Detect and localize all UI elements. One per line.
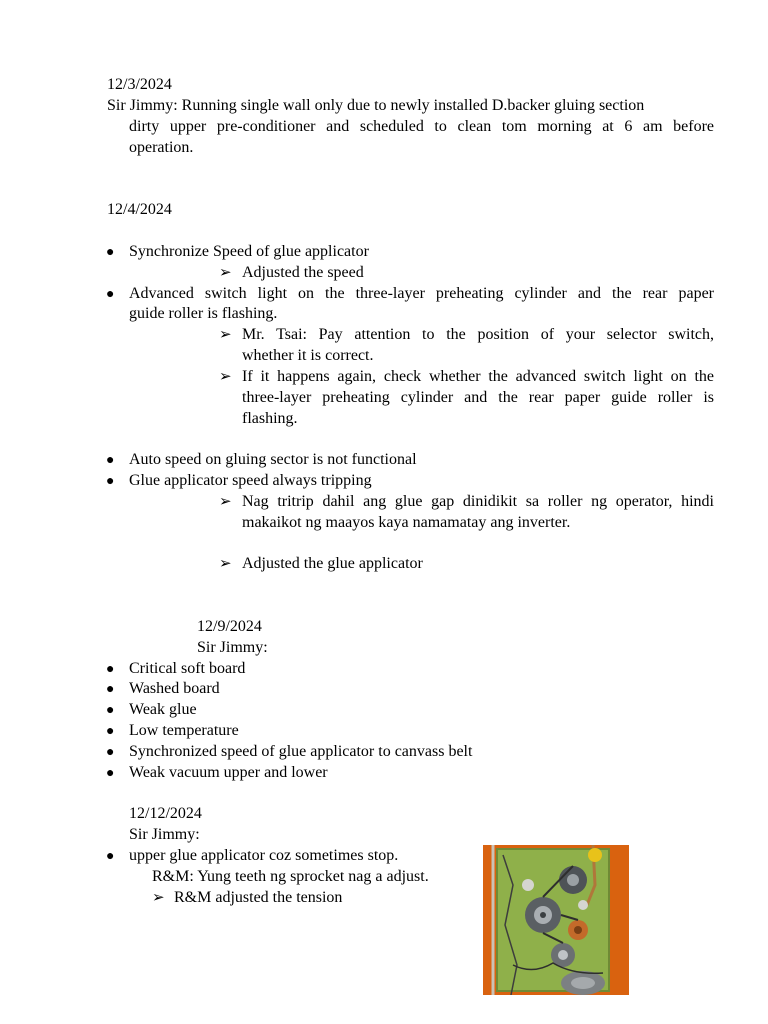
entry-date: 12/12/2024	[129, 805, 202, 822]
sub-list-item: three-layer preheating cylinder and the rear paper guide roller is	[242, 389, 714, 406]
list-item: Glue applicator speed always tripping	[129, 472, 372, 489]
machine-panel-photo	[483, 845, 629, 995]
sub-list-item: whether it is correct.	[242, 347, 374, 364]
entry-date: 12/4/2024	[107, 201, 172, 218]
list-item: Weak glue	[129, 701, 197, 718]
bullet-icon: ●	[106, 682, 115, 697]
list-item: Low temperature	[129, 722, 239, 739]
bullet-icon: ●	[106, 724, 115, 739]
list-item: Critical soft board	[129, 660, 246, 677]
sub-list-item: makaikot ng maayos kaya namamatay ang inverter.	[242, 514, 571, 531]
list-item: Weak vacuum upper and lower	[129, 764, 328, 781]
list-item: Synchronized speed of glue applicator to canvass belt	[129, 743, 473, 760]
bullet-icon: ●	[106, 662, 115, 677]
sub-list-item: Mr. Tsai: Pay attention to the position of your selector switch,	[242, 326, 714, 343]
entry-date: 12/3/2024	[107, 76, 172, 93]
bullet-icon: ●	[106, 453, 115, 468]
entry-note-line: Sir Jimmy: Running single wall only due to newly installed D.backer gluing section	[107, 97, 645, 114]
bullet-icon: ●	[106, 474, 115, 489]
entry-speaker: Sir Jimmy:	[129, 826, 200, 843]
bullet-icon: ●	[106, 287, 115, 302]
list-item: Advanced switch light on the three-layer preheating cylinder and the rear paper	[129, 285, 714, 302]
list-item: guide roller is flashing.	[129, 305, 278, 322]
entry-date: 12/9/2024	[197, 618, 262, 635]
sub-list-item: Adjusted the glue applicator	[242, 555, 423, 572]
machine-panel-photo-icon	[483, 845, 629, 995]
arrow-bullet-icon: ➢	[219, 369, 232, 385]
sub-list-item: If it happens again, check whether the advanced switch light on the	[242, 368, 714, 385]
entry-speaker: Sir Jimmy:	[197, 639, 268, 656]
arrow-bullet-icon: ➢	[219, 556, 232, 572]
list-item: upper glue applicator coz sometimes stop.	[129, 847, 399, 864]
bullet-icon: ●	[106, 849, 115, 864]
bullet-icon: ●	[106, 766, 115, 781]
arrow-bullet-icon: ➢	[219, 494, 232, 510]
arrow-bullet-icon: ➢	[219, 327, 232, 343]
arrow-bullet-icon: ➢	[219, 265, 232, 281]
bullet-icon: ●	[106, 245, 115, 260]
rm-note: R&M: Yung teeth ng sprocket nag a adjust.	[152, 868, 429, 885]
sub-list-item: flashing.	[242, 410, 298, 427]
list-item: Synchronize Speed of glue applicator	[129, 243, 369, 260]
sub-list-item: Adjusted the speed	[242, 264, 364, 281]
list-item: Auto speed on gluing sector is not functional	[129, 451, 417, 468]
entry-note-line: operation.	[129, 139, 194, 156]
bullet-icon: ●	[106, 745, 115, 760]
arrow-bullet-icon: ➢	[152, 890, 165, 906]
sub-list-item: Nag tritrip dahil ang glue gap dinidikit sa roller ng operator, hindi	[242, 493, 714, 510]
sub-list-item: R&M adjusted the tension	[174, 889, 343, 906]
list-item: Washed board	[129, 680, 220, 697]
entry-note-line: dirty upper pre-conditioner and scheduled to clean tom morning at 6 am before	[129, 118, 714, 135]
bullet-icon: ●	[106, 703, 115, 718]
